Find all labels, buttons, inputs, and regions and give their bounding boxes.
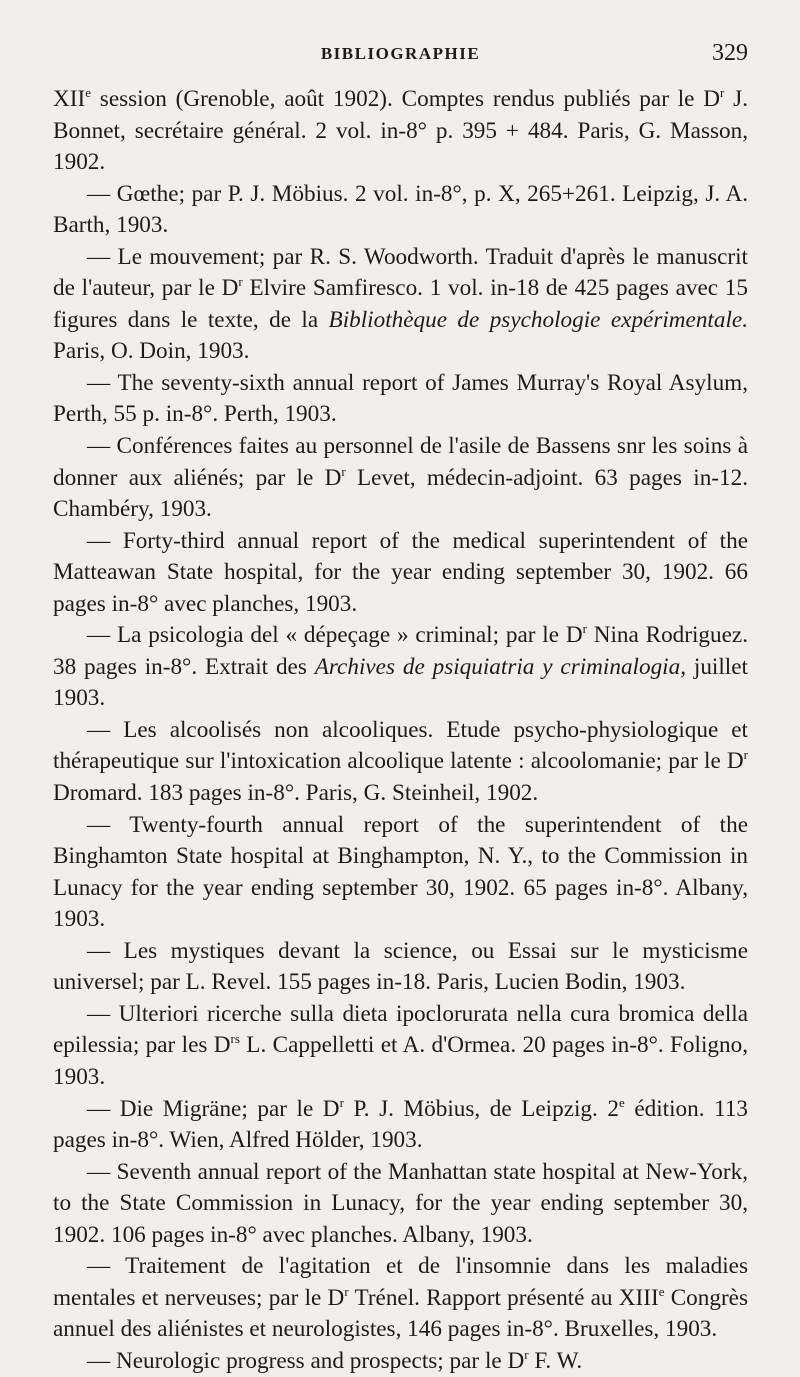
superscript-text: r xyxy=(720,85,725,100)
entry-text: L. Cappelletti et A. d'Ormea. 20 pages in-8°. Foligno, 1903. xyxy=(53,1032,748,1090)
bibliography-entry xyxy=(53,1094,748,1157)
page-number: 329 xyxy=(712,40,748,66)
entry-text: Paris, O. Doin, 1903. xyxy=(53,338,250,365)
entry-text: — Traitement de l'agitation et de l'insomnie dans les maladies mentales et nerveuses; par le D xyxy=(53,1253,748,1311)
entry-text: — Conférences faites au personnel de l'asile de Bassens snr les soins à donner aux aliénés; par le D xyxy=(53,433,748,491)
entry-text: juillet 1903. xyxy=(53,653,748,712)
bibliography-entry xyxy=(53,620,748,715)
entry-text: — La psicologia del « dépeçage » criminal; par le D xyxy=(87,622,583,649)
superscript-text: r xyxy=(341,463,346,479)
entry-text: — Les alcoolisés non alcooliques. Etude psycho-physiologique et thérapeutique sur l'intoxication alcoolique latente : alcoolomanie; par le D xyxy=(53,716,748,775)
superscript-text: e xyxy=(85,85,91,100)
entry-text: XII xyxy=(53,86,86,112)
entry-text: — Neurologic progress and prospects; par le D xyxy=(87,1347,525,1374)
entry-text: — Gœthe; par P. J. Möbius. 2 vol. in-8°, p. X, 265+261. Leipzig, J. A. Barth, 1903. xyxy=(53,180,748,239)
bibliography-entry xyxy=(53,242,748,368)
entry-text: P. J. Möbius, de Leipzig. 2 xyxy=(343,1095,619,1122)
bibliography-entry xyxy=(53,84,748,179)
entry-text: — Les mystiques devant la science, ou Essai sur le mysticisme universel; par L. Revel. 155 pages in-18. Paris, Lucien Bodin, 1903. xyxy=(53,937,748,996)
entry-text: édition. 113 pages in-8°. Wien, Alfred Hölder, 1903. xyxy=(53,1095,749,1154)
bibliography-entry xyxy=(53,1346,748,1377)
entry-text: — Twenty-fourth annual report of the superintendent of the Binghamton State hospital at Binghampton, N. Y., to the Commission in Lunacy for the year ending september 30, 1902. 65 pages in-8°. Albany, 1903. xyxy=(53,811,748,933)
running-title: BIBLIOGRAPHIE xyxy=(320,44,481,63)
entry-text: Elvire Samfiresco. 1 vol. in-18 de 425 pages avec 15 figures dans le texte, de la xyxy=(53,275,748,333)
entry-text: — Seventh annual report of the Manhattan state hospital at New-York, to the State Commission in Lunacy, for the year ending september 30, 1902. 106 pages in-8° avec planches. Albany, 1903. xyxy=(53,1158,748,1248)
entry-text: — Die Migräne; par le D xyxy=(87,1095,340,1122)
bibliography-entry xyxy=(53,368,748,431)
bibliography-entry xyxy=(53,1251,748,1346)
bibliography-list xyxy=(53,84,748,1377)
bibliography-entry xyxy=(53,715,748,810)
bibliography-entry xyxy=(53,810,748,936)
superscript-text: r xyxy=(743,747,748,763)
superscript-text: r xyxy=(238,274,243,290)
bibliography-entry xyxy=(53,999,748,1094)
superscript-text: e xyxy=(658,1283,665,1299)
superscript-text: r xyxy=(582,621,587,637)
superscript-text: r xyxy=(344,1283,349,1299)
bibliography-entry xyxy=(53,936,748,999)
entry-text: Nina Rodriguez. 38 pages in-8°. Extrait des xyxy=(53,622,748,680)
bibliography-entry xyxy=(53,1157,748,1252)
entry-text: Dromard. 183 pages in-8°. Paris, G. Steinheil, 1902. xyxy=(53,780,539,807)
superscript-text: e xyxy=(618,1094,625,1110)
bibliography-entry xyxy=(53,179,748,242)
entry-text: J. Bonnet, secrétaire général. 2 vol. in-8° p. 395 + 484. Paris, G. Masson, 1902. xyxy=(53,86,748,176)
entry-text: Levet, médecin-adjoint. 63 pages in-12. Chambéry, 1903. xyxy=(53,464,748,523)
entry-text: session (Grenoble, août 1902). Comptes rendus publiés par le D xyxy=(90,86,721,112)
superscript-text: r xyxy=(339,1094,344,1110)
bibliography-entry xyxy=(53,526,748,621)
entry-text: — Ulteriori ricerche sulla dieta ipoclorurata nella cura bromica della epilessia; par les D xyxy=(53,1000,748,1059)
entry-text: F. W. xyxy=(528,1347,583,1374)
entry-text: Trénel. Rapport présenté au XIII xyxy=(348,1284,659,1311)
entry-text: — Le mouvement; par R. S. Woodworth. Traduit d'après le manuscrit de l'auteur, par le D xyxy=(53,243,748,302)
entry-text: — Forty-third annual report of the medical superintendent of the Matteawan State hospital, for the year ending september 30, 1902. 66 pages in-8° avec planches, 1903. xyxy=(53,527,748,617)
superscript-text: rs xyxy=(230,1031,240,1047)
superscript-text: r xyxy=(524,1346,529,1362)
entry-text: Congrès annuel des aliénistes et neurologistes, 146 pages in-8°. Bruxelles, 1903. xyxy=(53,1284,748,1343)
page-header xyxy=(53,40,748,74)
entry-text: — The seventy-sixth annual report of James Murray's Royal Asylum, Perth, 55 p. in-8°. Perth, 1903. xyxy=(53,369,748,428)
italic-title: Bibliothèque de psychologie expérimentale. xyxy=(328,306,748,333)
italic-title: Archives de psiquiatria y criminalogia, xyxy=(314,653,687,680)
bibliography-entry xyxy=(53,431,748,526)
